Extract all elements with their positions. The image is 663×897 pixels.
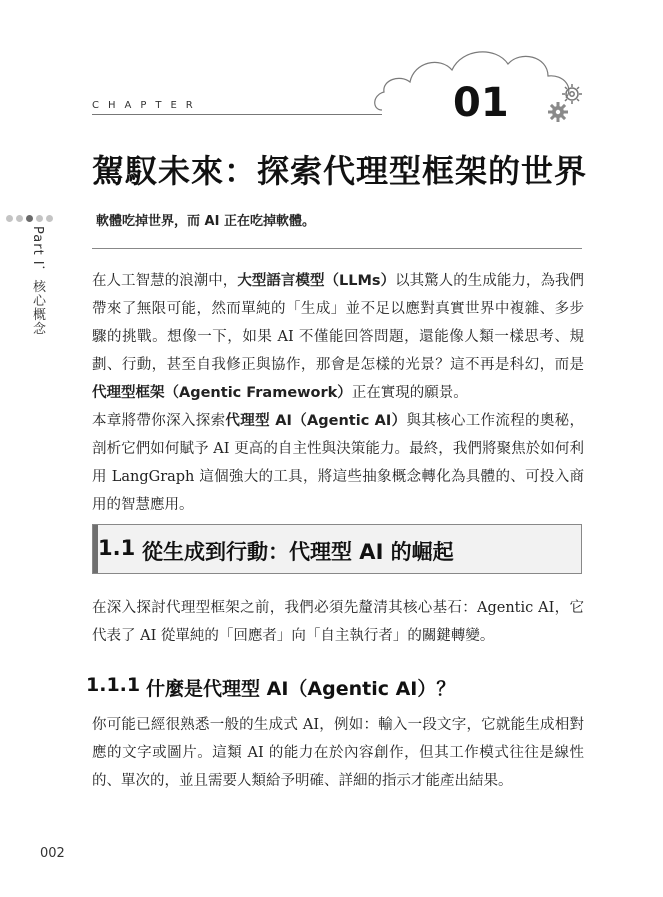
epigraph: 軟體吃掉世界，而 AI 正在吃掉軟體。 [96, 214, 315, 229]
dot-2 [16, 215, 23, 222]
chapter-divider [92, 114, 382, 115]
chapter-title: 駕馭未來：探索代理型框架的世界 [92, 152, 588, 190]
section-title: 從生成到行動：代理型 AI 的崛起 [142, 540, 454, 564]
subsection-number: 1.1.1 [86, 674, 141, 696]
progress-dots [6, 207, 56, 226]
dot-4 [36, 215, 43, 222]
dot-5 [46, 215, 53, 222]
intro-paragraph-2: 本章將帶你深入探索代理型 AI（Agentic AI）與其核心工作流程的奧秘，剖析它們如何賦予 AI 更高的自主性與決策能力。最終，我們將聚焦於如何利用 LangGraph 這個強大的工具，將這些抽象概念轉化為具體的、可投入商用的智慧應用。 [92, 413, 585, 513]
epigraph-divider [92, 248, 582, 249]
subsection-paragraph: 你可能已經很熟悉一般的生成式 AI，例如：輸入一段文字，它就能生成相對應的文字或圖片。這類 AI 的能力在於內容創作，但其工作模式往往是線性的、單次的，並且需要人類給予明確、詳細的指示才能產出結果。 [92, 717, 584, 789]
intro-paragraph-1: 在人工智慧的浪潮中，大型語言模型（LLMs）以其驚人的生成能力，為我們帶來了無限可能，然而單純的「生成」並不足以應對真實世界中複雜、多步驟的挑戰。想像一下，如果 AI 不僅能回答問題，還能像人類一樣思考、規劃、行動，甚至自我修正與協作，那會是怎樣的光景？這不再是科幻，而是代理型框架（Agentic Framework）正在實現的願景。 [92, 273, 585, 401]
dot-1 [6, 215, 13, 222]
dot-3-active [26, 215, 33, 222]
subsection-title: 什麼是代理型 AI（Agentic AI）？ [146, 678, 456, 700]
section-paragraph: 在深入探討代理型框架之前，我們必須先釐清其核心基石：Agentic AI，它代表了 AI 從單純的「回應者」向「自主執行者」的關鍵轉變。 [92, 600, 584, 644]
chapter-label: CHAPTER [92, 100, 202, 111]
section-number: 1.1 [98, 536, 136, 560]
gear-icon [544, 80, 588, 124]
chapter-number: 01 [453, 80, 509, 126]
part-label: Part I．核心概念 [30, 226, 45, 336]
page-number: 002 [40, 846, 65, 861]
